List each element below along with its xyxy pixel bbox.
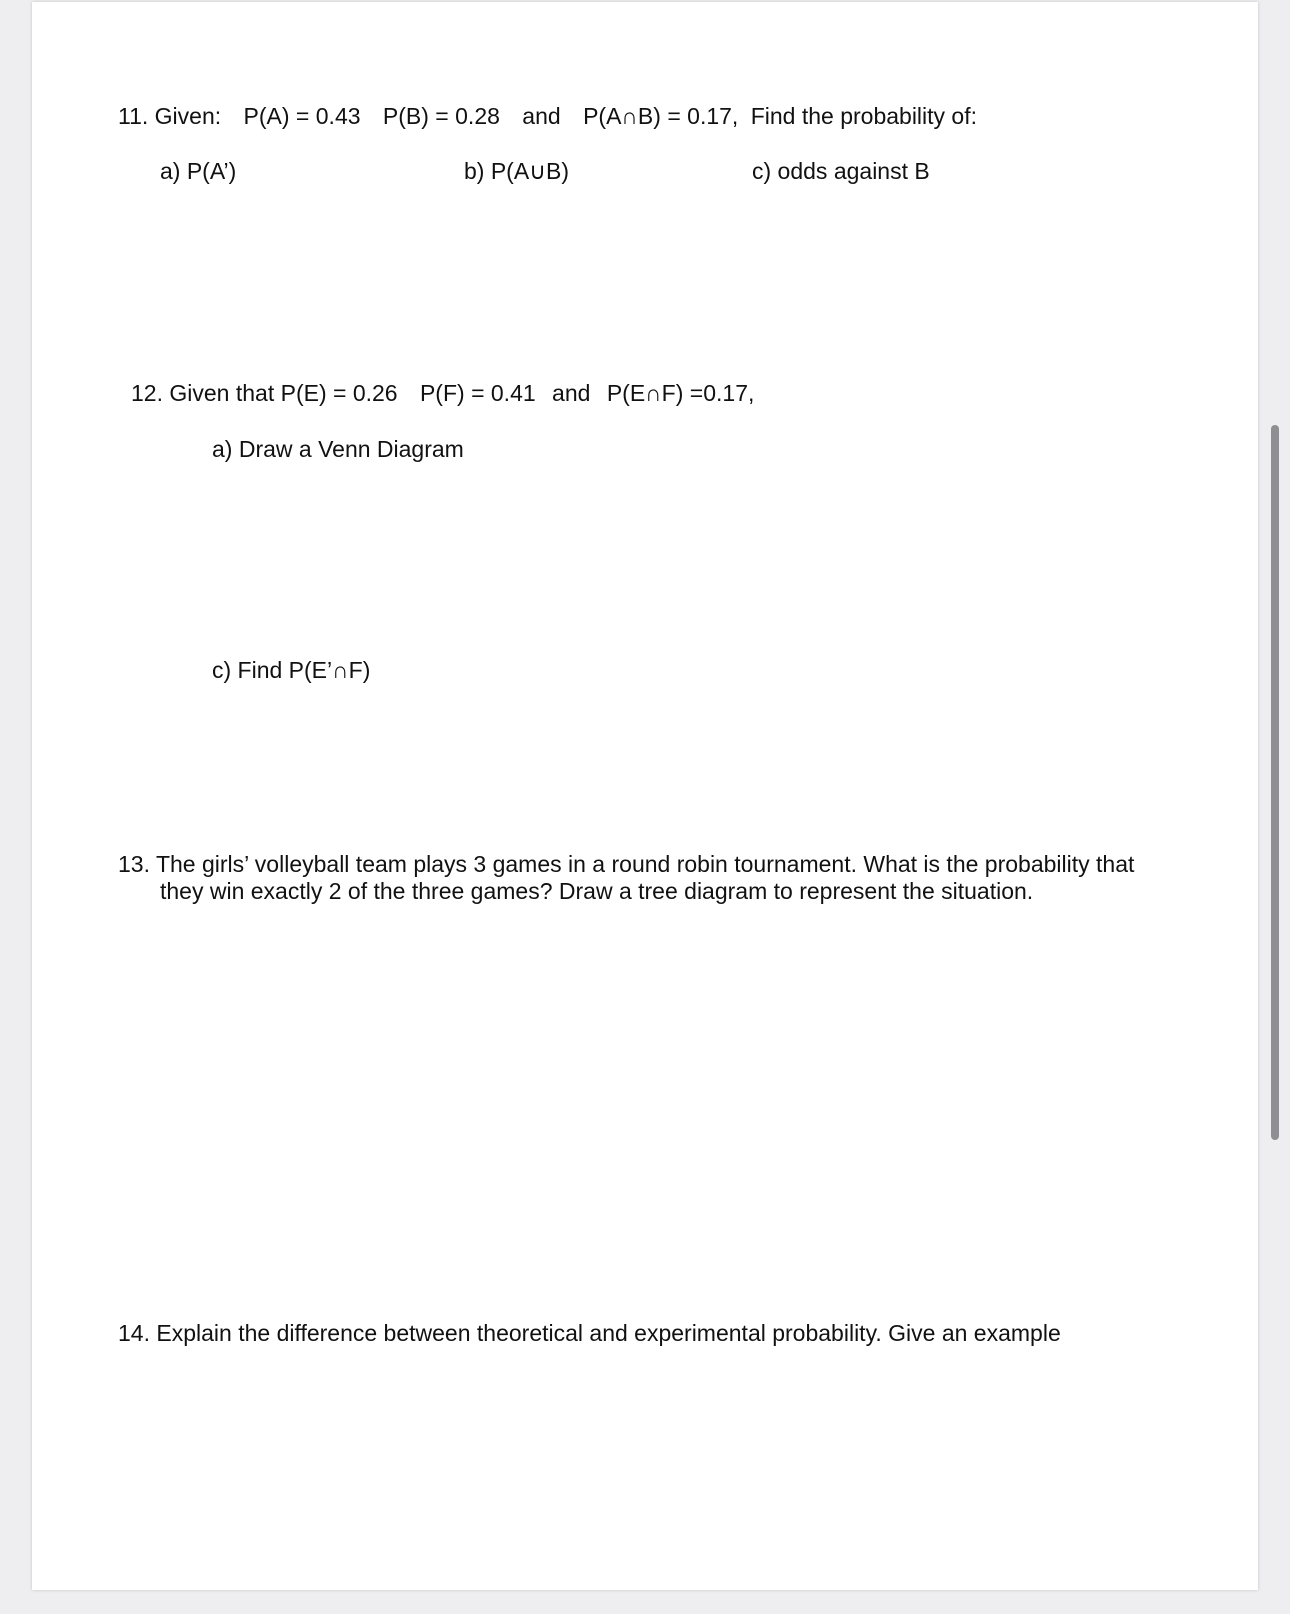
find-instruction: Find the probability of:: [750, 103, 977, 129]
prob-b: P(B) = 0.28: [382, 103, 500, 129]
question-11-part-b: b) P(A∪B): [464, 158, 570, 184]
question-13-line-2: they win exactly 2 of the three games? Draw a tree diagram to represent the situation.: [160, 878, 1034, 904]
question-12-number: 12.: [131, 380, 163, 406]
question-12-part-a: a) Draw a Venn Diagram: [212, 436, 464, 462]
question-11-stem: [118, 103, 977, 130]
question-11-part-c: c) odds against B: [752, 158, 930, 184]
vertical-scrollbar[interactable]: [1271, 425, 1279, 1140]
document-page: [32, 2, 1258, 1590]
question-12-stem: [131, 380, 754, 407]
question-12-part-c: c) Find P(E’∩F): [212, 657, 371, 683]
question-14: [118, 1320, 1061, 1347]
prob-f: P(F) = 0.41: [419, 380, 536, 406]
question-13: [118, 851, 1134, 905]
question-11-number: 11.: [118, 103, 149, 129]
prob-e: Given that P(E) = 0.26: [169, 380, 398, 406]
question-14-number: 14.: [118, 1320, 150, 1346]
prob-e-and-f: P(E∩F) =0.17,: [606, 380, 755, 406]
question-13-text-1: The girls’ volleyball team plays 3 games in a round robin tournament. What is the probability that: [155, 851, 1135, 877]
question-13-line-1: [118, 851, 1134, 878]
question-14-text: Explain the difference between theoretical and experimental probability. Give an example: [156, 1320, 1061, 1346]
and-word: and: [522, 103, 561, 129]
and-word: and: [552, 380, 591, 406]
question-13-number: 13.: [118, 851, 150, 877]
question-11-part-a: a) P(A’): [160, 158, 237, 184]
prob-a: P(A) = 0.43: [243, 103, 361, 129]
prob-a-and-b: P(A∩B) = 0.17,: [583, 103, 739, 129]
given-label: Given:: [154, 103, 222, 129]
